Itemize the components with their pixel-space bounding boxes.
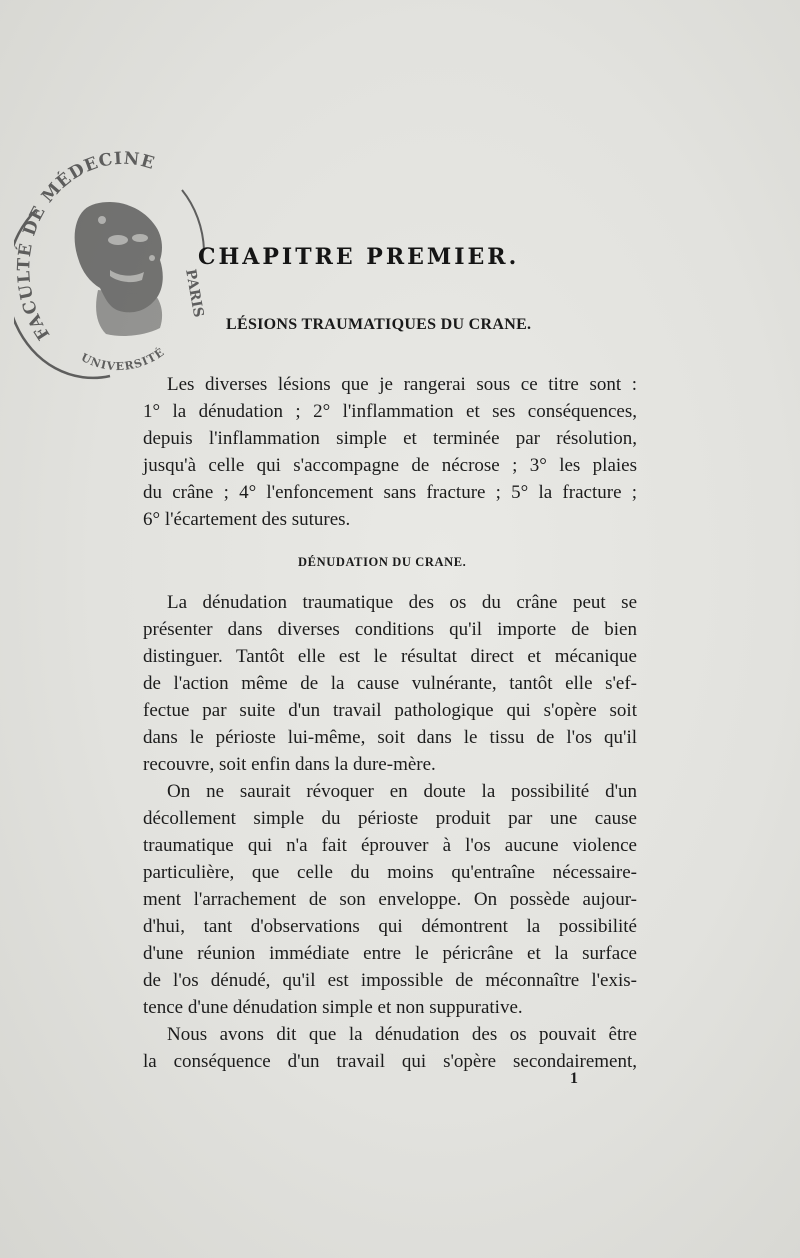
section-title: LÉSIONS TRAUMATIQUES DU CRANE. bbox=[226, 316, 532, 333]
svg-text:FACULTÉ DE MÉDECINE: FACULTÉ DE MÉDECINE bbox=[14, 148, 158, 344]
text-line: tence d'une dénudation simple et non suppurative. bbox=[143, 997, 523, 1018]
text-line: particulière, que celle du moins qu'entraîne nécessaire- bbox=[143, 862, 637, 883]
text-line: de l'action même de la cause vulnérante, tantôt elle s'ef- bbox=[143, 673, 637, 694]
text-line: dans le périoste lui-même, soit dans le tissu de l'os qu'il bbox=[143, 727, 637, 748]
text-line: jusqu'à celle qui s'accompagne de nécrose ; 3° les plaies bbox=[143, 455, 637, 476]
subsection-title: DÉNUDATION DU CRANE. bbox=[298, 555, 467, 569]
text-line: d'hui, tant d'observations qui démontrent la possibilité bbox=[143, 916, 637, 937]
text-line: Nous avons dit que la dénudation des os pouvait être bbox=[167, 1024, 637, 1045]
text-line: du crâne ; 4° l'enfoncement sans fracture ; 5° la fracture ; bbox=[143, 482, 637, 503]
text-line: fectue par suite d'un travail pathologique qui s'opère soit bbox=[143, 700, 637, 721]
text-line: de l'os dénudé, qu'il est impossible de méconnaître l'exis- bbox=[143, 970, 637, 991]
svg-text:UNIVERSITÉ: UNIVERSITÉ bbox=[78, 345, 168, 374]
library-stamp-icon bbox=[14, 140, 214, 380]
text-line: la conséquence d'un travail qui s'opère secondairement, bbox=[143, 1051, 637, 1072]
text-line: décollement simple du périoste produit par une cause bbox=[143, 808, 637, 829]
text-line: On ne saurait révoquer en doute la possibilité d'un bbox=[167, 781, 637, 802]
text-line: recouvre, soit enfin dans la dure-mère. bbox=[143, 754, 436, 775]
page-number: 1 bbox=[570, 1070, 578, 1087]
text-line: depuis l'inflammation simple et terminée par résolution, bbox=[143, 428, 637, 449]
body-text bbox=[143, 589, 637, 1075]
text-line: Les diverses lésions que je rangerai sous ce titre sont : bbox=[167, 374, 637, 395]
intro-paragraph bbox=[143, 371, 637, 533]
text-line: 1° la dénudation ; 2° l'inflammation et ses conséquences, bbox=[143, 401, 637, 422]
text-line: traumatique qui n'a fait éprouver à l'os aucune violence bbox=[143, 835, 637, 856]
chapter-title: CHAPITRE PREMIER. bbox=[198, 244, 520, 270]
text-line: La dénudation traumatique des os du crâne peut se bbox=[167, 592, 637, 613]
text-line: d'une réunion immédiate entre le péricrâne et la surface bbox=[143, 943, 637, 964]
text-line: ment l'arrachement de son enveloppe. On possède aujour- bbox=[143, 889, 637, 910]
text-line: distinguer. Tantôt elle est le résultat direct et mécanique bbox=[143, 646, 637, 667]
text-line: présenter dans diverses conditions qu'il importe de bien bbox=[143, 619, 637, 640]
svg-text:PARIS: PARIS bbox=[182, 267, 207, 319]
text-line: 6° l'écartement des sutures. bbox=[143, 509, 351, 530]
